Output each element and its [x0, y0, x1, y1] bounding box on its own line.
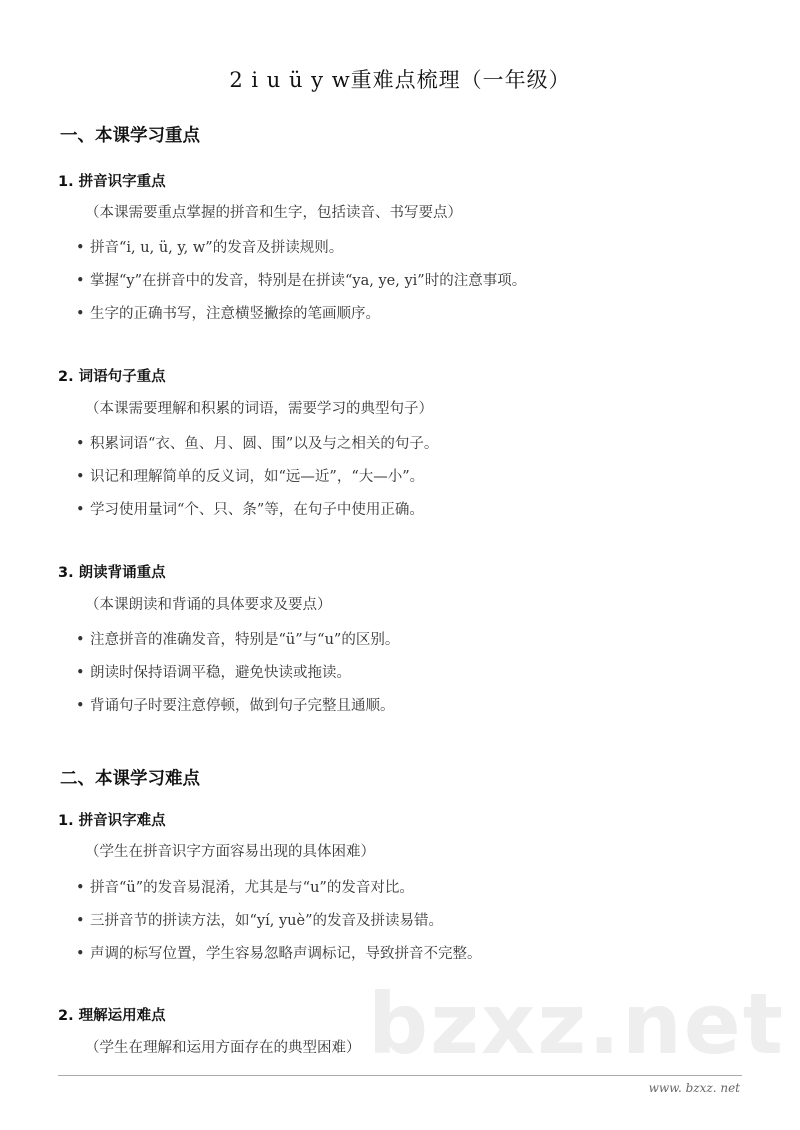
section-heading: 二、本课学习难点 [60, 769, 200, 789]
subsection-note: （本课需要重点掌握的拼音和生字，包括读音、书写要点） [85, 205, 462, 221]
list-item: • 学习使用量词“个、只、条”等，在句子中使用正确。 [76, 502, 424, 518]
subsection-heading: 3. 朗读背诵重点 [58, 565, 166, 581]
subsection-heading: 2. 理解运用难点 [58, 1008, 166, 1024]
bullet-dot-icon: • [76, 698, 85, 714]
watermark: bzxz.net [368, 975, 785, 1073]
bullet-dot-icon: • [76, 306, 85, 322]
bullet-dot-icon: • [76, 502, 85, 518]
list-item: • 拼音“i, u, ü, y, w”的发音及拼读规则。 [76, 240, 344, 256]
subsection-heading: 1. 拼音识字重点 [58, 174, 166, 190]
bullet-dot-icon: • [76, 632, 85, 648]
list-item: • 背诵句子时要注意停顿，做到句子完整且通顺。 [76, 698, 395, 714]
list-item: • 朗读时保持语调平稳，避免快读或拖读。 [76, 665, 351, 681]
subsection-note: （本课朗读和背诵的具体要求及要点） [85, 597, 332, 613]
page-title: 2 i u ü y w重难点梳理（一年级） [229, 68, 571, 92]
subsection-heading: 2. 词语句子重点 [58, 369, 166, 385]
list-item: • 三拼音节的拼读方法，如“yí, yuè”的发音及拼读易错。 [76, 913, 443, 929]
bullet-dot-icon: • [76, 913, 85, 929]
bullet-dot-icon: • [76, 273, 85, 289]
list-item: • 声调的标写位置，学生容易忽略声调标记，导致拼音不完整。 [76, 946, 482, 962]
subsection-note: （学生在理解和运用方面存在的典型困难） [85, 1040, 361, 1056]
list-item: • 识记和理解简单的反义词，如“远—近”，“大—小”。 [76, 469, 425, 485]
bullet-dot-icon: • [76, 469, 85, 485]
subsection-heading: 1. 拼音识字难点 [58, 813, 166, 829]
bullet-dot-icon: • [76, 880, 85, 896]
list-item: • 注意拼音的准确发音，特别是“ü”与“u”的区别。 [76, 632, 400, 648]
section-heading: 一、本课学习重点 [60, 126, 200, 146]
list-item: • 积累词语“衣、鱼、月、圆、围”以及与之相关的句子。 [76, 436, 439, 452]
subsection-note: （学生在拼音识字方面容易出现的具体困难） [85, 844, 375, 860]
bullet-dot-icon: • [76, 665, 85, 681]
bullet-dot-icon: • [76, 946, 85, 962]
subsection-note: （本课需要理解和积累的词语，需要学习的典型句子） [85, 401, 433, 417]
list-item: • 掌握“y”在拼音中的发音，特别是在拼读“ya, ye, yi”时的注意事项。 [76, 273, 527, 289]
footer-divider [58, 1075, 742, 1076]
bullet-dot-icon: • [76, 240, 85, 256]
list-item: • 生字的正确书写，注意横竖撇捺的笔画顺序。 [76, 306, 380, 322]
list-item: • 拼音“ü”的发音易混淆，尤其是与“u”的发音对比。 [76, 880, 414, 896]
footer-url: www. bzxz. net [648, 1081, 740, 1095]
bullet-dot-icon: • [76, 436, 85, 452]
